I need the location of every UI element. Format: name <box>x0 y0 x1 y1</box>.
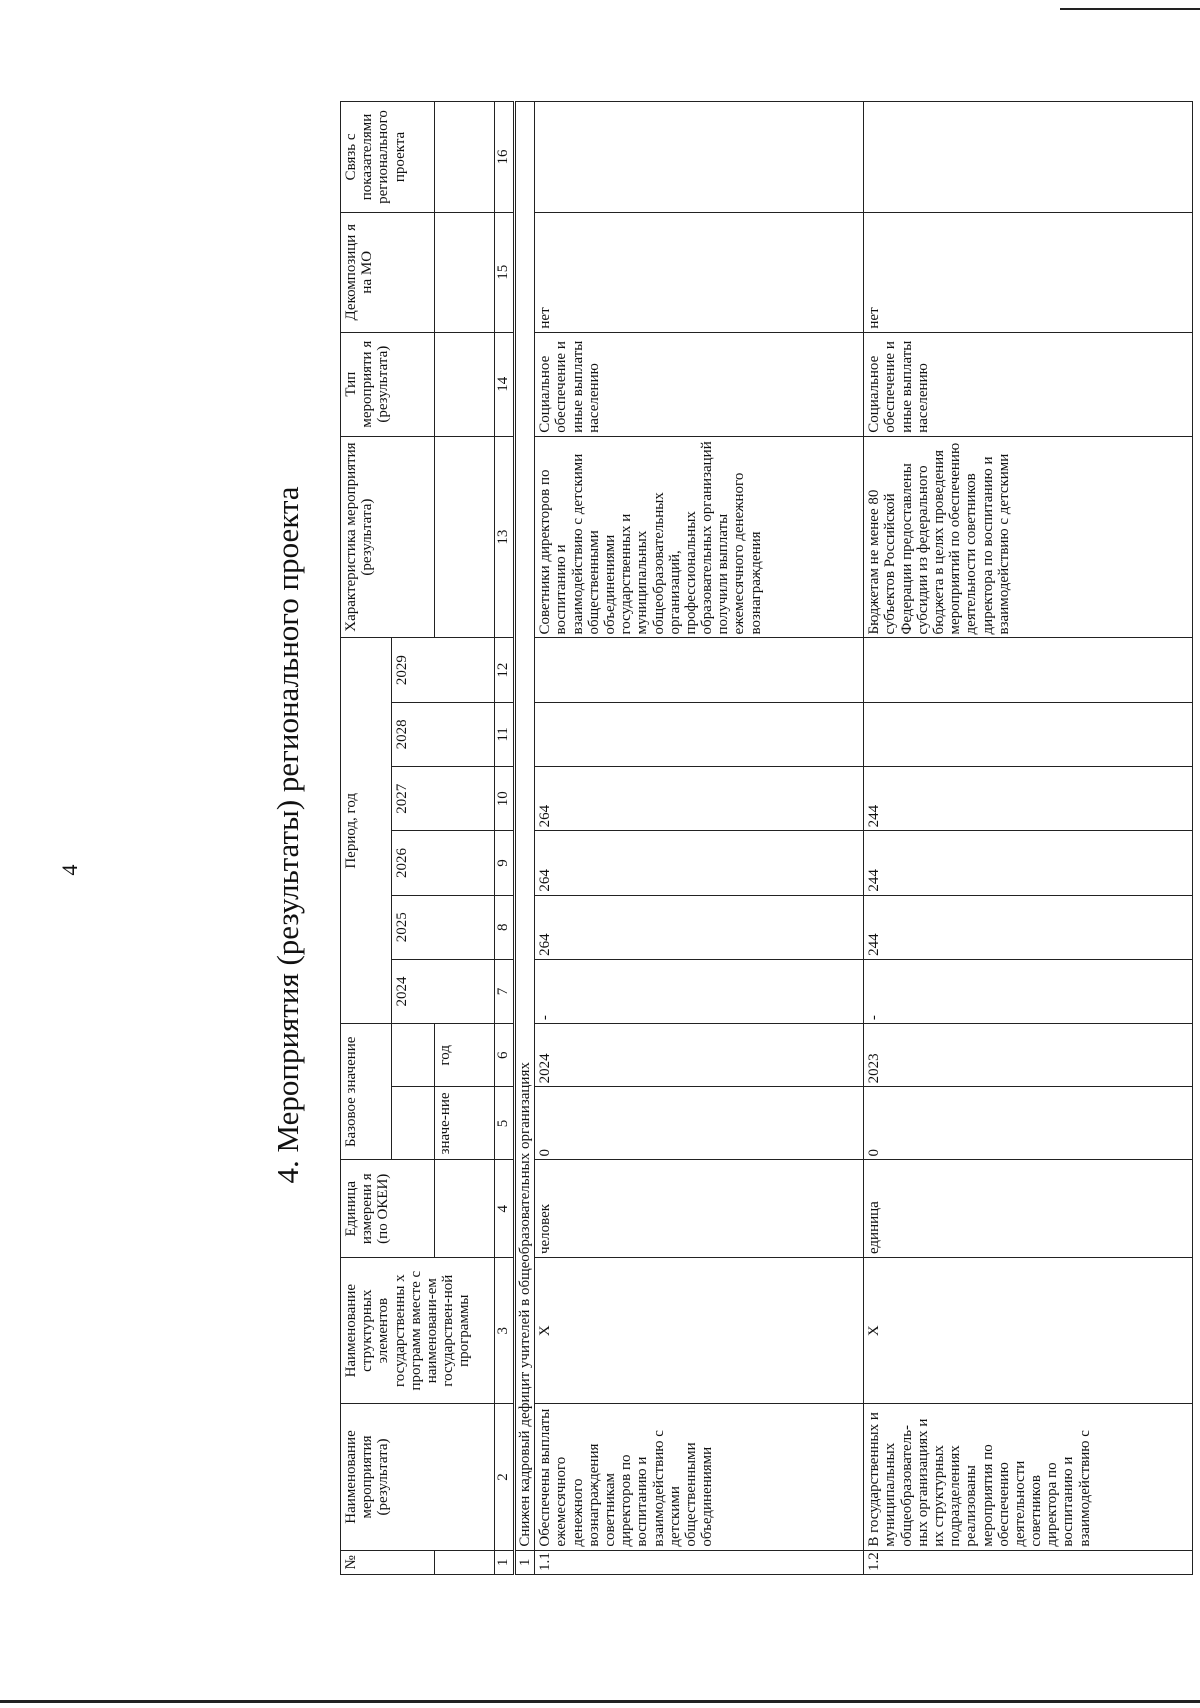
row-decomposition: нет <box>535 212 864 332</box>
row-base-value: 0 <box>535 1087 864 1160</box>
row-structural: X <box>535 1258 864 1404</box>
column-number: 15 <box>495 212 515 332</box>
col-header-year: 2025 <box>392 895 495 959</box>
column-number: 3 <box>495 1258 515 1404</box>
col-header-base: Базовое значение <box>341 1024 392 1160</box>
section-title: Снижен кадровый дефицит учителей в общеобразовательных организациях <box>515 102 535 1551</box>
col-header-year: 2026 <box>392 831 495 895</box>
col-header-base-value: значе-ние <box>435 1087 495 1160</box>
page-title: 4. Мероприятия (результаты) регионального проекта <box>270 486 305 1184</box>
col-header-year: 2029 <box>392 638 495 702</box>
row-value-2029 <box>864 638 1193 702</box>
column-number: 1 <box>495 1550 515 1574</box>
column-number: 8 <box>495 895 515 959</box>
column-number: 12 <box>495 638 515 702</box>
row-characteristic: Бюджетам не менее 80 субъектов Российской Федерации предоставлены субсидии из федерального бюджета в целях проведения мероприятий по обеспечению деятельности советников директора по воспитанию и взаимодействию с детскими <box>864 436 1193 638</box>
row-base-year: 2023 <box>864 1024 1193 1087</box>
row-value-2028 <box>535 702 864 766</box>
header-spacer <box>435 1550 495 1574</box>
row-value-2025: 244 <box>864 895 1193 959</box>
row-value-2025: 264 <box>535 895 864 959</box>
row-value-2029 <box>535 638 864 702</box>
header-spacer <box>435 212 495 332</box>
row-value-2027: 244 <box>864 767 1193 831</box>
column-number: 6 <box>495 1024 515 1087</box>
table-row <box>535 102 864 1575</box>
table-row <box>864 102 1193 1575</box>
row-name: В государственных и муниципальных общеобразователь-ных организациях и их структурных подразделениях реализованы мероприятия по обеспечению деятельности советников директора по воспитанию и взаимодействию с <box>864 1404 1193 1550</box>
row-unit: единица <box>864 1160 1193 1258</box>
col-header-period: Период, год <box>341 638 392 1024</box>
header-spacer <box>435 1160 495 1258</box>
column-number: 16 <box>495 102 515 213</box>
header-spacer <box>435 436 495 638</box>
column-number: 7 <box>495 959 515 1023</box>
row-unit: человек <box>535 1160 864 1258</box>
row-value-2028 <box>864 702 1193 766</box>
row-characteristic: Советники директоров по воспитанию и взаимодействию с детскими общественными объединениями государственных и муниципальных общеобразовательных организаций, профессиональных образовательных организаций получили выплаты ежемесячного денежного вознаграждения <box>535 436 864 638</box>
col-header-year: 2024 <box>392 959 495 1023</box>
row-number: 1.1 <box>535 1550 864 1574</box>
row-type: Социальное обеспечение и иные выплаты населению <box>535 332 864 436</box>
col-header-base-year: год <box>435 1024 495 1087</box>
section-row <box>515 102 535 1575</box>
page-number: 4 <box>57 864 82 876</box>
column-number: 10 <box>495 767 515 831</box>
col-header-structural: Наименование структурных элементов государственны х программ вместе с наименовани-ем государствен-ной программы <box>341 1258 495 1404</box>
col-header-type: Тип мероприяти я (результата) <box>341 332 435 436</box>
header-spacer <box>435 332 495 436</box>
measures-table <box>340 101 1193 1575</box>
column-number: 2 <box>495 1404 515 1550</box>
row-decomposition: нет <box>864 212 1193 332</box>
col-header-num: № <box>341 1550 435 1574</box>
col-header-decomposition: Декомпозици я на МО <box>341 212 435 332</box>
col-header-year: 2027 <box>392 767 495 831</box>
column-number: 4 <box>495 1160 515 1258</box>
base-spacer <box>392 1087 435 1160</box>
col-header-characteristic: Характеристика мероприятия (результата) <box>341 436 435 638</box>
section-number: 1 <box>515 1550 535 1574</box>
row-value-2024: - <box>535 959 864 1023</box>
row-name: Обеспечены выплаты ежемесячного денежного вознаграждения советникам директоров по воспитанию и взаимодействию с детскими общественными объединениями <box>535 1404 864 1550</box>
col-header-name: Наименование мероприятия (результата) <box>341 1404 495 1550</box>
scan-edge-line <box>1060 8 1200 10</box>
row-link <box>864 102 1193 213</box>
row-base-value: 0 <box>864 1087 1193 1160</box>
row-value-2027: 264 <box>535 767 864 831</box>
row-number: 1.2 <box>864 1550 1193 1574</box>
row-value-2026: 244 <box>864 831 1193 895</box>
column-number: 9 <box>495 831 515 895</box>
rotated-page-content <box>240 95 1100 1575</box>
row-value-2024: - <box>864 959 1193 1023</box>
base-spacer <box>392 1024 435 1087</box>
column-number: 14 <box>495 332 515 436</box>
header-spacer <box>435 102 495 213</box>
row-link <box>535 102 864 213</box>
column-number: 11 <box>495 702 515 766</box>
row-structural: X <box>864 1258 1193 1404</box>
col-header-unit: Единица измерени я (по ОКЕИ) <box>341 1160 435 1258</box>
column-number-row <box>495 102 515 1575</box>
row-base-year: 2024 <box>535 1024 864 1087</box>
row-type: Социальное обеспечение и иные выплаты населению <box>864 332 1193 436</box>
col-header-link: Связь с показателями регионального проекта <box>341 102 435 213</box>
column-number: 5 <box>495 1087 515 1160</box>
scan-edge-line <box>0 1700 1200 1703</box>
row-value-2026: 264 <box>535 831 864 895</box>
column-number: 13 <box>495 436 515 638</box>
col-header-year: 2028 <box>392 702 495 766</box>
